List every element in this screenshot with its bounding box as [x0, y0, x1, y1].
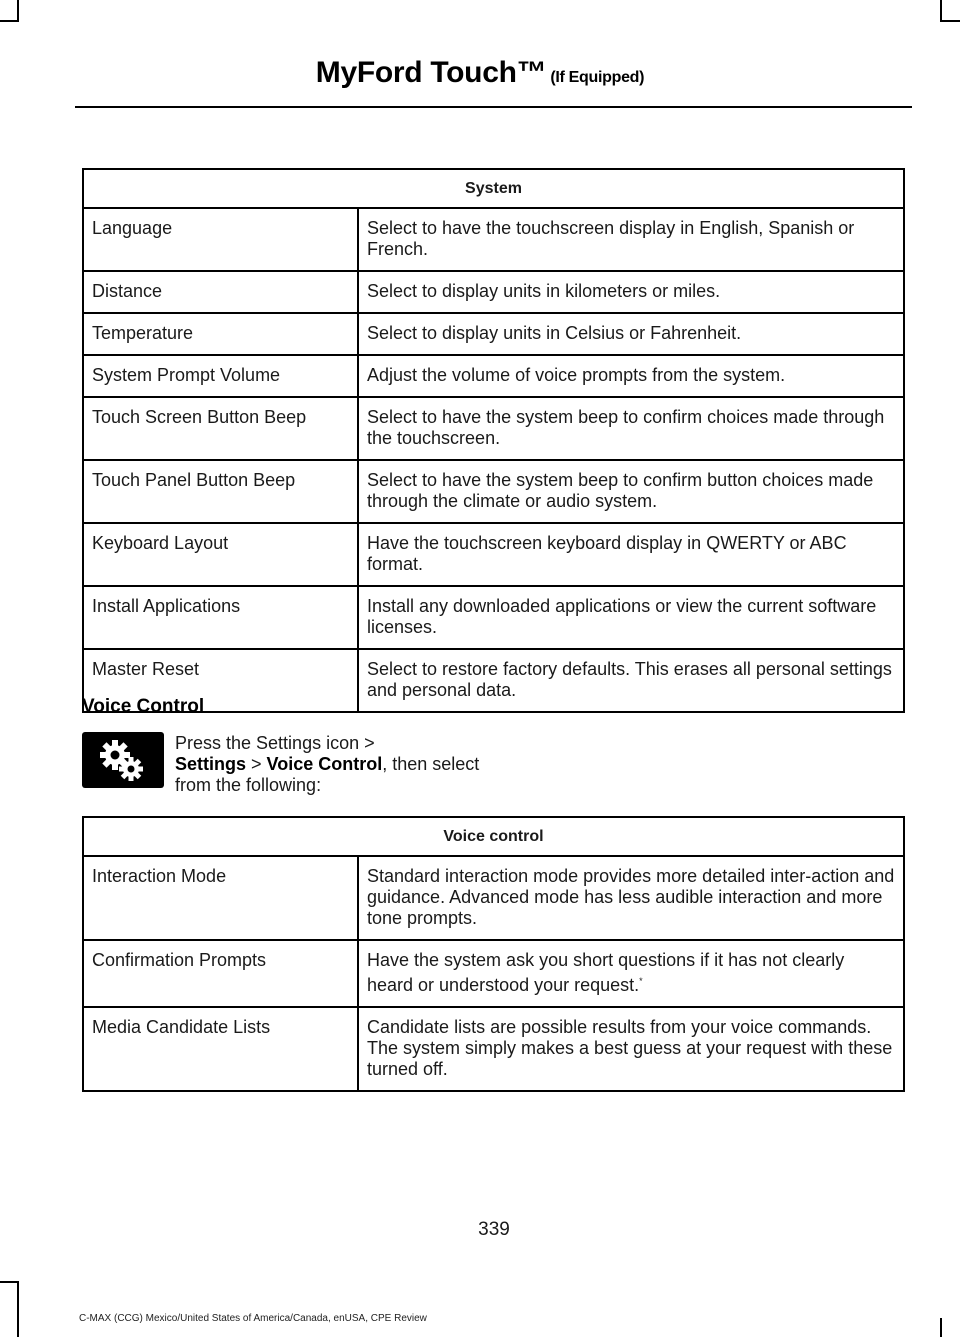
- page-title-subtitle: (If Equipped): [550, 69, 645, 86]
- voice-control-table: [82, 816, 905, 1092]
- description-text: Adjust the volume of voice prompts from the system.: [367, 365, 786, 385]
- system-table-body: [83, 208, 904, 712]
- setting-name: Install Applications: [83, 586, 358, 649]
- table-row: [83, 313, 904, 355]
- intro-voice-term: Voice Control: [266, 754, 383, 774]
- setting-name: Interaction Mode: [83, 856, 358, 940]
- setting-description: [358, 271, 904, 313]
- gears-graphic: [82, 732, 164, 788]
- intro-suffix: , then select from the following:: [175, 754, 480, 795]
- footer-text: C-MAX (CCG) Mexico/United States of America/Canada, enUSA, CPE Review: [79, 1313, 427, 1324]
- setting-name: Keyboard Layout: [83, 523, 358, 586]
- settings-gears-icon: [82, 732, 164, 788]
- description-text: Select to display units in Celsius or Fahrenheit.: [367, 323, 742, 343]
- description-text: Have the touchscreen keyboard display in QWERTY or ABC format.: [367, 533, 847, 574]
- table-row: [83, 1007, 904, 1091]
- table-row: [83, 271, 904, 313]
- table-row: [83, 355, 904, 397]
- intro-settings-term: Settings: [175, 754, 247, 774]
- voice-table-heading: Voice control: [83, 817, 904, 856]
- setting-description: [358, 208, 904, 271]
- crop-mark: [17, 0, 19, 22]
- description-text: Standard interaction mode provides more detailed inter-action and guidance. Advanced mode has less audible interaction and more tone prompts.: [367, 866, 895, 928]
- setting-name: Confirmation Prompts: [83, 940, 358, 1007]
- setting-description: [358, 586, 904, 649]
- setting-name: Media Candidate Lists: [83, 1007, 358, 1091]
- crop-mark: [940, 0, 942, 22]
- setting-description: [358, 355, 904, 397]
- intro-separator: >: [246, 754, 267, 774]
- footnote-mark: *: [639, 976, 643, 986]
- description-text: Select to have the system beep to confirm button choices made through the climate or audio system.: [367, 470, 874, 511]
- setting-description: [358, 940, 904, 1007]
- crop-mark: [0, 20, 19, 22]
- setting-description: [358, 460, 904, 523]
- page-title-text: MyFord Touch™: [315, 56, 547, 89]
- table-row: [83, 586, 904, 649]
- section-heading: Voice Control: [82, 696, 205, 717]
- table-row: [83, 856, 904, 940]
- setting-name: Distance: [83, 271, 358, 313]
- page-number: 339: [478, 1219, 510, 1240]
- crop-mark: [940, 20, 960, 22]
- page-title: [0, 56, 960, 90]
- setting-name: System Prompt Volume: [83, 355, 358, 397]
- setting-description: [358, 313, 904, 355]
- crop-mark: [940, 1318, 942, 1337]
- table-row: [83, 940, 904, 1007]
- intro-prefix: Press the Settings icon >: [175, 733, 375, 753]
- table-row: [83, 397, 904, 460]
- table-row: [83, 460, 904, 523]
- setting-name: Touch Screen Button Beep: [83, 397, 358, 460]
- header-rule: [75, 106, 912, 108]
- description-text: Select to display units in kilometers or miles.: [367, 281, 721, 301]
- setting-name: Language: [83, 208, 358, 271]
- description-text: Select to restore factory defaults. This erases all personal settings and personal data.: [367, 659, 892, 700]
- voice-intro-text: [175, 733, 495, 796]
- table-row: [83, 523, 904, 586]
- setting-name: Master Reset: [83, 649, 358, 712]
- system-table: [82, 168, 905, 713]
- setting-description: [358, 523, 904, 586]
- table-row: [83, 649, 904, 712]
- system-table-heading: System: [83, 169, 904, 208]
- crop-mark: [17, 1281, 19, 1337]
- description-text: Have the system ask you short questions if it has not clearly heard or understood your request.: [367, 950, 845, 995]
- setting-description: [358, 649, 904, 712]
- setting-description: [358, 856, 904, 940]
- voice-table-body: [83, 856, 904, 1091]
- description-text: Candidate lists are possible results from your voice commands. The system simply makes a best guess at your request with these turned off.: [367, 1017, 893, 1079]
- table-row: [83, 208, 904, 271]
- description-text: Select to have the touchscreen display in English, Spanish or French.: [367, 218, 855, 259]
- description-text: Install any downloaded applications or view the current software licenses.: [367, 596, 877, 637]
- description-text: Select to have the system beep to confirm choices made through the touchscreen.: [367, 407, 885, 448]
- setting-name: Touch Panel Button Beep: [83, 460, 358, 523]
- setting-description: [358, 1007, 904, 1091]
- crop-mark: [0, 1281, 19, 1283]
- setting-name: Temperature: [83, 313, 358, 355]
- setting-description: [358, 397, 904, 460]
